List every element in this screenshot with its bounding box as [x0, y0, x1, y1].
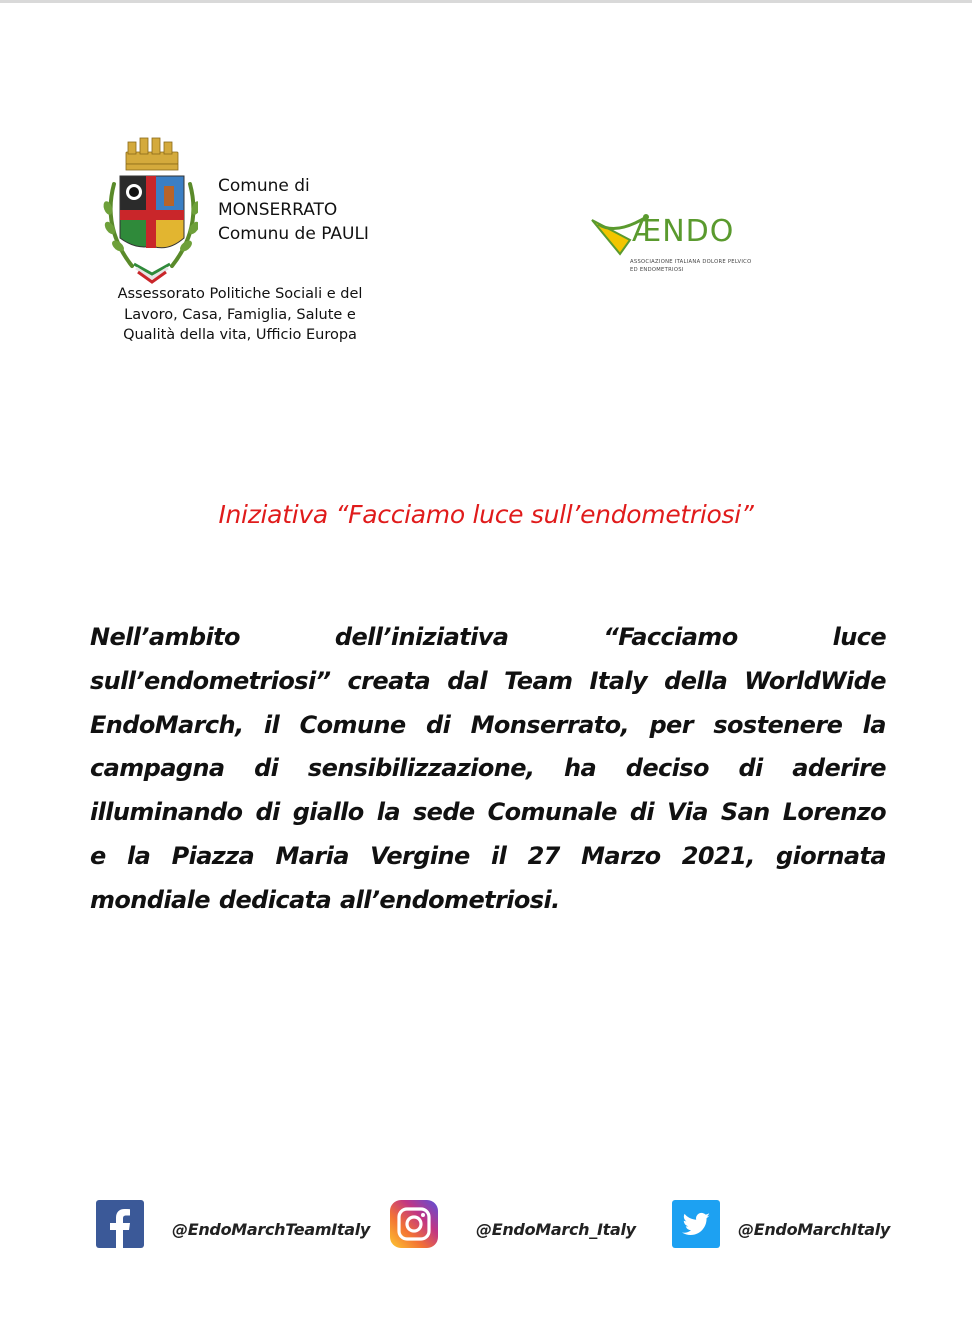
paragraph-word: aderire: [792, 754, 886, 783]
paragraph-word: la: [127, 841, 151, 870]
facebook-icon: [96, 1200, 144, 1248]
paragraph-word: sensibilizzazione,: [307, 754, 535, 783]
comune-line: Comunu de PAULI: [218, 224, 369, 244]
paragraph-word: San: [720, 798, 770, 827]
instagram-handle[interactable]: @EndoMarch_Italy: [476, 1220, 636, 1239]
paragraph-word: “Facciamo: [603, 623, 738, 651]
paragraph-line: [90, 747, 886, 791]
body-paragraph: [90, 616, 886, 923]
paragraph-line: [90, 660, 886, 704]
paragraph-word: 2021,: [681, 841, 755, 870]
paragraph-word: dell’iniziativa: [334, 623, 509, 651]
paragraph-word: Nell’ambito: [90, 623, 240, 651]
paragraph-word: Vergine: [370, 841, 470, 870]
monserrato-crest-icon: [98, 128, 198, 288]
paragraph-word: all’endometriosi.: [340, 885, 560, 914]
paragraph-word: per: [649, 710, 693, 739]
paragraph-word: il: [490, 841, 507, 870]
paragraph-word: sede: [412, 798, 475, 827]
paragraph-word: Piazza: [171, 841, 255, 870]
paragraph-line: [90, 879, 886, 923]
twitter-icon: [672, 1200, 720, 1248]
assessorato-line: Qualità della vita, Ufficio Europa: [123, 327, 357, 343]
paragraph-word: campagna: [90, 754, 225, 783]
instagram-icon: [390, 1200, 438, 1248]
paragraph-word: Lorenzo: [782, 798, 886, 827]
paragraph-word: Via: [667, 798, 708, 827]
paragraph-word: illuminando: [90, 798, 243, 827]
comune-line: MONSERRATO: [218, 200, 338, 220]
paragraph-line: [90, 704, 886, 748]
paragraph-word: Team: [504, 666, 573, 695]
aendo-logo: [590, 206, 790, 286]
paragraph-word: di: [255, 798, 280, 827]
paragraph-line: [90, 835, 886, 879]
comune-line: Comune di: [218, 176, 310, 196]
paragraph-word: la: [376, 798, 400, 827]
paragraph-word: EndoMarch,: [90, 710, 244, 739]
paragraph-word: 27: [527, 841, 560, 870]
paragraph-word: giallo: [292, 798, 364, 827]
paragraph-word: sostenere: [713, 710, 843, 739]
aendo-subtitle-line: ASSOCIAZIONE ITALIANA DOLORE PELVICO: [630, 259, 752, 265]
assessorato-label: [100, 284, 380, 346]
aendo-subtitle: [630, 258, 752, 274]
assessorato-line: Assessorato Politiche Sociali e del: [117, 286, 363, 302]
comune-name: [218, 174, 369, 246]
paragraph-word: sull’endometriosi”: [90, 666, 331, 695]
paragraph-word: Comune: [299, 710, 406, 739]
paragraph-word: mondiale: [90, 885, 210, 914]
document-title: Iniziativa “Facciamo luce sull’endometriosi”: [218, 500, 754, 529]
paragraph-word: di: [738, 754, 763, 783]
paragraph-word: il: [263, 710, 280, 739]
aendo-wordmark: ÆNDO: [632, 214, 735, 249]
paragraph-word: di: [629, 798, 655, 827]
paragraph-word: di: [254, 754, 279, 783]
paragraph-word: deciso: [625, 754, 709, 783]
paragraph-line: [90, 616, 886, 660]
paragraph-word: luce: [832, 623, 886, 651]
paragraph-word: dal: [447, 666, 488, 695]
paragraph-word: Maria: [275, 841, 349, 870]
paragraph-word: la: [862, 710, 886, 739]
paragraph-word: e: [90, 841, 106, 870]
paragraph-word: della: [664, 666, 728, 695]
aendo-subtitle-line: ED ENDOMETRIOSI: [630, 267, 684, 273]
paragraph-word: Monserrato,: [470, 710, 630, 739]
paragraph-word: giornata: [776, 841, 886, 870]
paragraph-word: dedicata: [218, 885, 332, 914]
assessorato-line: Lavoro, Casa, Famiglia, Salute e: [124, 306, 356, 323]
paragraph-word: di: [426, 710, 451, 739]
facebook-handle[interactable]: @EndoMarchTeamItaly: [172, 1220, 371, 1239]
paragraph-word: ha: [564, 754, 597, 783]
top-rule: [0, 0, 972, 3]
paragraph-word: Marzo: [581, 841, 661, 870]
paragraph-word: WorldWide: [744, 666, 886, 695]
twitter-handle[interactable]: @EndoMarchItaly: [738, 1220, 891, 1239]
paragraph-word: Italy: [589, 666, 648, 695]
paragraph-word: creata: [347, 666, 431, 695]
paragraph-word: Comunale: [487, 798, 617, 827]
paragraph-line: [90, 791, 886, 835]
